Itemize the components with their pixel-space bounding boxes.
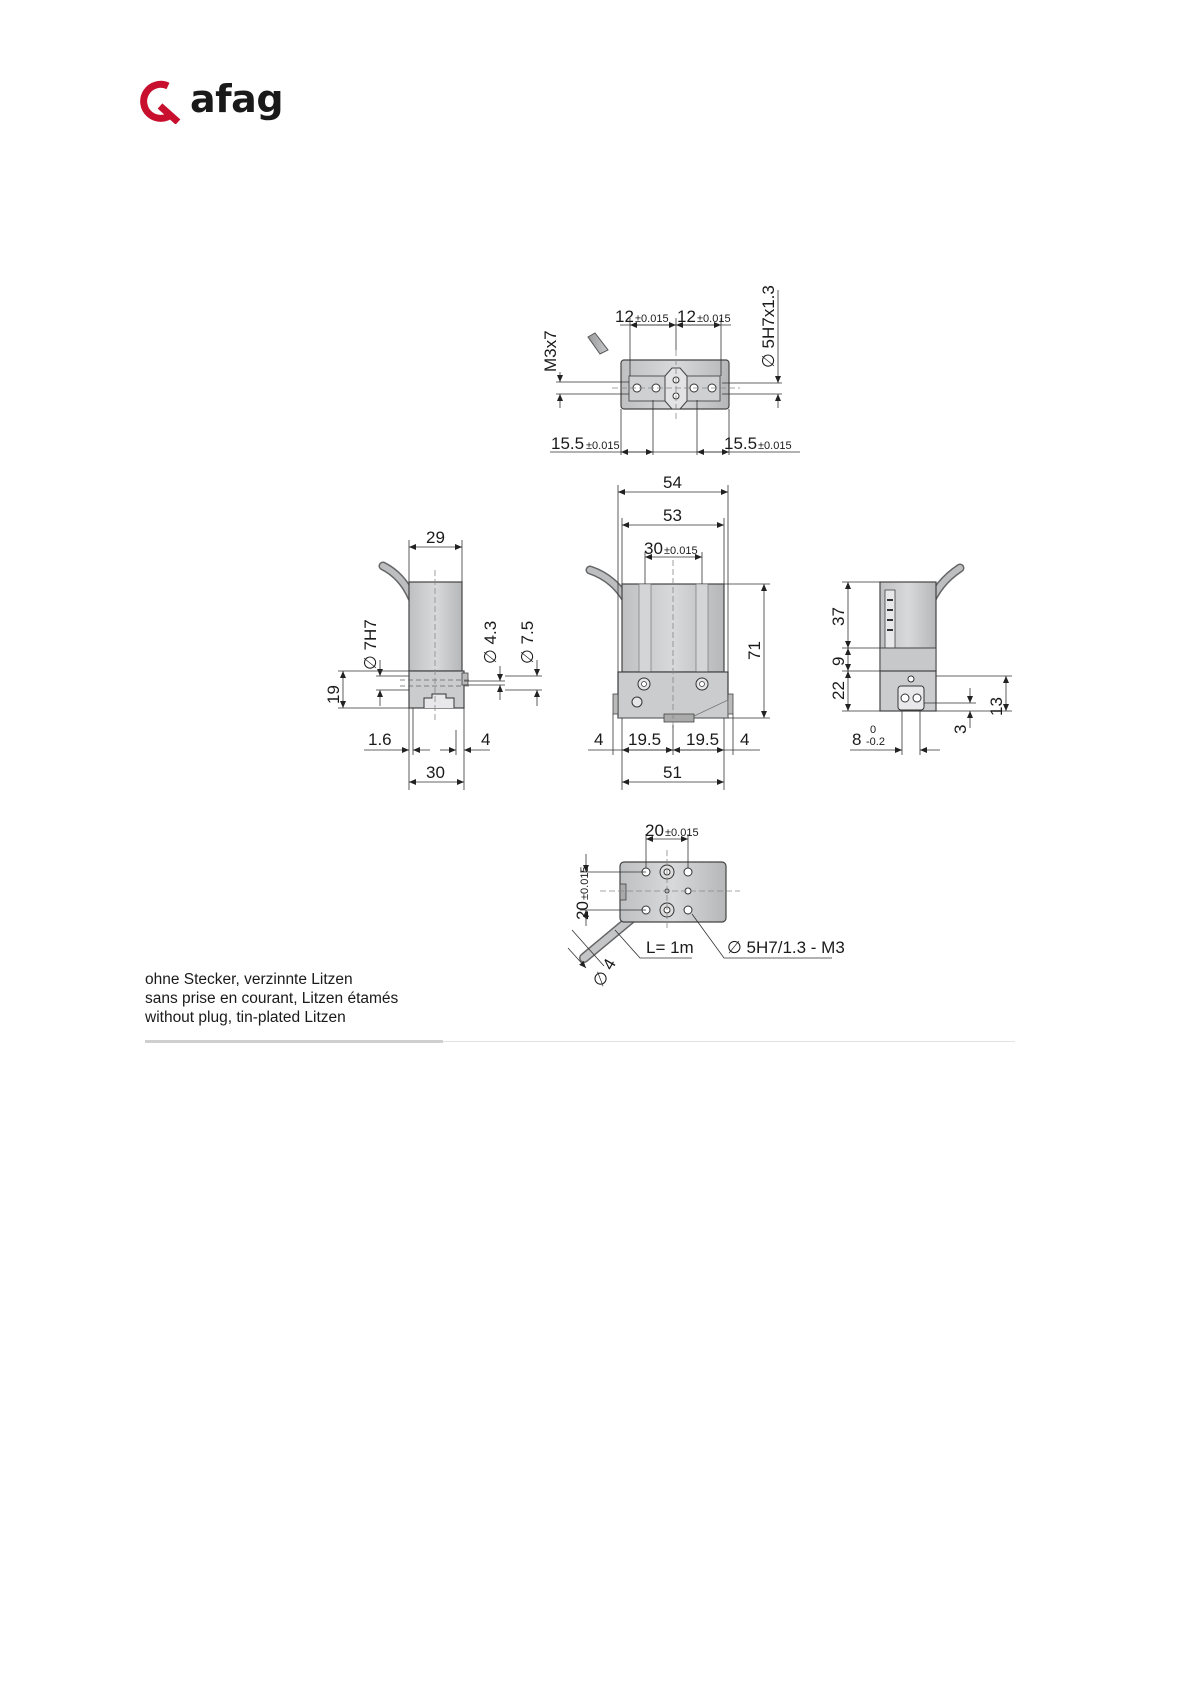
bottom-view — [568, 821, 845, 990]
dim-phi-5h7x13-top: ∅ 5H7x1.3 — [759, 285, 778, 368]
dim-phi-4-cable: ∅ 4 — [589, 955, 620, 990]
dim-30-front: 30 — [644, 539, 663, 558]
dim-20-vertical: 20 — [573, 901, 592, 920]
dim-19: 19 — [324, 685, 343, 704]
note-fr: sans prise en courant, Litzen étamés — [145, 990, 399, 1007]
dim-12-right: 12 — [677, 307, 696, 326]
dim-phi-7-5: ∅ 7.5 — [518, 620, 537, 664]
cable-length: L= 1m — [646, 938, 694, 957]
top-view — [541, 285, 800, 455]
dim-4-side: 4 — [481, 730, 491, 749]
dim-9: 9 — [829, 656, 848, 666]
dim-54: 54 — [663, 473, 682, 492]
dim-22: 22 — [829, 681, 848, 700]
dim-53: 53 — [663, 506, 682, 525]
cable-notes — [145, 970, 398, 1027]
dim-phi-7h7: ∅ 7H7 — [361, 619, 380, 670]
dim-20-horizontal: 20 — [645, 821, 664, 840]
front-view — [588, 473, 770, 790]
dim-15-5-left: 15.5 — [551, 434, 585, 453]
brand-name: afag — [190, 77, 284, 121]
dim-30-side: 30 — [426, 763, 445, 782]
dim-37: 37 — [829, 607, 848, 626]
divider-accent — [145, 1040, 443, 1043]
tol-30-front: ±0.015 — [664, 545, 698, 557]
dim-15-5-right: 15.5 — [724, 434, 758, 453]
note-en: without plug, tin-plated Litzen — [145, 1009, 346, 1026]
tol-8-lower: -0.2 — [866, 736, 885, 748]
tol-20-vertical: ±0.015 — [579, 866, 591, 900]
dim-51: 51 — [663, 763, 682, 782]
dim-m3x7: M3x7 — [541, 330, 560, 372]
tol-20-horizontal: ±0.015 — [665, 827, 699, 839]
tol-12-right: ±0.015 — [697, 313, 731, 325]
side-view — [324, 528, 542, 790]
tol-12-left: ±0.015 — [635, 313, 669, 325]
dim-1-6: 1.6 — [368, 730, 392, 749]
dim-3: 3 — [951, 724, 970, 734]
dim-4-front-right: 4 — [740, 730, 750, 749]
dim-19-5-right: 19.5 — [686, 730, 720, 749]
dim-12-left: 12 — [615, 307, 634, 326]
tol-8-upper: 0 — [870, 724, 877, 736]
dim-19-5-left: 19.5 — [628, 730, 662, 749]
dim-4-front-left: 4 — [594, 730, 604, 749]
tol-15-5-left: ±0.015 — [586, 440, 620, 452]
tol-15-5-right: ±0.015 — [758, 440, 792, 452]
dim-8: 8 — [852, 730, 862, 749]
note-de: ohne Stecker, verzinnte Litzen — [145, 971, 353, 988]
dim-phi-4-3: ∅ 4.3 — [481, 620, 500, 664]
dim-13: 13 — [987, 697, 1006, 716]
rear-view — [829, 568, 1012, 755]
dim-29: 29 — [426, 528, 445, 547]
dim-71: 71 — [745, 641, 764, 660]
dim-phi-hole: ∅ 5H7/1.3 - M3 — [727, 938, 845, 957]
